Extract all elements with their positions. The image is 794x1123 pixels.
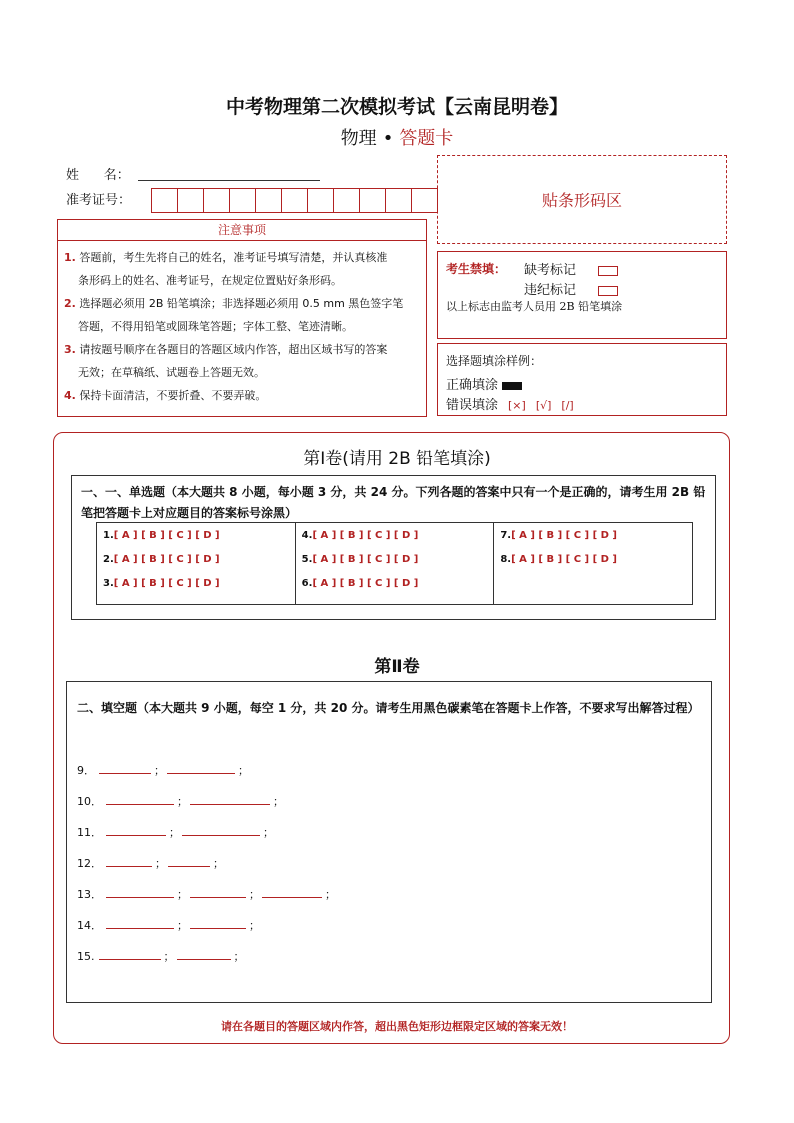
- answer-blank[interactable]: [106, 794, 174, 805]
- blank-separator: ；: [154, 764, 165, 777]
- exam-id-digit-box[interactable]: [307, 188, 334, 213]
- fill-blank-row: [77, 855, 226, 871]
- mc-column: [97, 523, 296, 604]
- answer-blank[interactable]: [106, 887, 174, 898]
- violation-mark: 违纪标记: [524, 279, 618, 298]
- fill-blank-row: [77, 762, 251, 778]
- subject-label: 物理: [340, 128, 377, 149]
- blank-separator: ；: [213, 857, 224, 870]
- blank-separator: ；: [249, 919, 260, 932]
- mc-column: [296, 523, 495, 604]
- page-subtitle: [0, 124, 794, 150]
- footer-note: 请在各题目的答题区域内作答，超出黑色矩形边框限定区域的答案无效！: [221, 1020, 573, 1033]
- blank-separator: ；: [177, 888, 188, 901]
- card-label: 答题卡: [399, 128, 454, 149]
- fill-blank-row: [77, 948, 247, 964]
- blank-separator: ；: [238, 764, 249, 777]
- question-number: 11．: [77, 826, 102, 839]
- name-label: 姓 名：: [66, 168, 130, 183]
- answer-blank[interactable]: [190, 918, 246, 929]
- mc-question-row[interactable]: 4.[ A ] [ B ] [ C ] [ D ]: [301, 530, 419, 541]
- wrong-fill: 错误填涂 [×] [√] [/]: [446, 398, 574, 413]
- exam-id-digit-box[interactable]: [151, 188, 178, 213]
- mc-question-row[interactable]: 8.[ A ] [ B ] [ C ] [ D ]: [500, 554, 617, 565]
- exam-id-digit-box[interactable]: [385, 188, 412, 213]
- mc-question-row[interactable]: 2.[ A ] [ B ] [ C ] [ D ]: [103, 554, 220, 565]
- answer-blank[interactable]: [168, 856, 210, 867]
- exam-id-boxes: [151, 188, 437, 213]
- question-number: 10．: [77, 795, 102, 808]
- fill-blank-row: [77, 886, 338, 902]
- fill-sample-box: [437, 343, 727, 416]
- notice-item: 1. 答题前，考生先将自己的姓名，准考证号填写清楚，并认真核准 条形码上的姓名、准考证号，在规定位置贴好条形码。: [64, 251, 388, 287]
- answer-blank[interactable]: [167, 763, 235, 774]
- blank-separator: ；: [155, 857, 166, 870]
- notice-item: 4. 保持卡面清洁，不要折叠、不要弄破。: [64, 389, 267, 402]
- answer-blank[interactable]: [182, 825, 260, 836]
- dot-separator: •: [382, 128, 394, 149]
- exam-id-digit-box[interactable]: [281, 188, 308, 213]
- notice-item: 3. 请按题号顺序在各题目的答题区域内作答，超出区域书写的答案 无效；在草稿纸、试题卷上答题无效。: [64, 343, 388, 379]
- exam-id-digit-box[interactable]: [255, 188, 282, 213]
- question-number: 12．: [77, 857, 102, 870]
- answer-blank[interactable]: [106, 856, 152, 867]
- answer-blank[interactable]: [262, 887, 322, 898]
- blank-separator: ；: [325, 888, 336, 901]
- mc-question-row[interactable]: 7.[ A ] [ B ] [ C ] [ D ]: [500, 530, 617, 541]
- page-title: 中考物理第二次模拟考试【云南昆明卷】: [225, 96, 568, 118]
- exam-id-digit-box[interactable]: [177, 188, 204, 213]
- exam-id-digit-box[interactable]: [203, 188, 230, 213]
- question-number: 13．: [77, 888, 102, 901]
- fill-sample-title: 选择题填涂样例：: [446, 354, 543, 368]
- mc-instruction: 一、一、单选题（本大题共 8 小题，每小题 3 分，共 24 分。下列各题的答案中只有一个是正确的，请考生用 2B 铅笔把答题卡上对应题目的答案标号涂黑）: [81, 485, 706, 520]
- exam-id-digit-box[interactable]: [411, 188, 438, 213]
- answer-blank[interactable]: [177, 949, 231, 960]
- blank-separator: ；: [233, 950, 245, 963]
- blank-separator: ；: [177, 795, 188, 808]
- fill-blank-row: [77, 917, 262, 933]
- fill-blank-row: [77, 824, 276, 840]
- question-number: 9．: [77, 764, 95, 777]
- barcode-area: 贴条形码区: [437, 155, 727, 244]
- mc-question-row[interactable]: 3.[ A ] [ B ] [ C ] [ D ]: [103, 578, 220, 589]
- part1-title: 第Ⅰ卷(请用 2B 铅笔填涂): [303, 449, 491, 469]
- part2-title: 第Ⅱ卷: [374, 657, 420, 677]
- fill-blank-row: [77, 793, 286, 809]
- answer-blank[interactable]: [190, 887, 246, 898]
- blank-separator: ；: [263, 826, 274, 839]
- blank-separator: ；: [249, 888, 260, 901]
- mc-column: [494, 523, 692, 604]
- proctor-marks-label: 考生禁填：: [446, 262, 507, 276]
- exam-id-digit-box[interactable]: [229, 188, 256, 213]
- violation-mark-box[interactable]: [598, 286, 618, 296]
- mc-question-row[interactable]: 6.[ A ] [ B ] [ C ] [ D ]: [301, 578, 419, 589]
- correct-fill: 正确填涂: [446, 374, 522, 393]
- answer-blank[interactable]: [99, 763, 151, 774]
- mc-question-row[interactable]: 1.[ A ] [ B ] [ C ] [ D ]: [103, 530, 220, 541]
- fill-instruction: 二、填空题（本大题共 9 小题，每空 1 分，共 20 分。请考生用黑色碳素笔在答题卡上作答，不要求写出解答过程）: [77, 701, 700, 715]
- proctor-note: 以上标志由监考人员用 2B 铅笔填涂: [446, 300, 623, 313]
- question-number: 15.: [77, 950, 95, 963]
- question-number: 14．: [77, 919, 102, 932]
- blank-separator: ；: [169, 826, 180, 839]
- blank-separator: ；: [163, 950, 175, 963]
- blank-separator: ；: [177, 919, 188, 932]
- filled-mark-icon: [502, 382, 522, 390]
- answer-blank[interactable]: [106, 825, 166, 836]
- answer-blank[interactable]: [190, 794, 270, 805]
- mc-question-row[interactable]: 5.[ A ] [ B ] [ C ] [ D ]: [301, 554, 419, 565]
- mc-answer-grid: [96, 522, 693, 605]
- exam-id-digit-box[interactable]: [333, 188, 360, 213]
- exam-id-label: 准考证号：: [66, 193, 132, 208]
- answer-blank[interactable]: [99, 949, 161, 960]
- notice-list: [57, 240, 427, 417]
- notice-heading: 注意事项: [57, 219, 427, 241]
- blank-separator: ；: [273, 795, 284, 808]
- absent-mark: 缺考标记: [524, 259, 618, 278]
- exam-id-digit-box[interactable]: [359, 188, 386, 213]
- notice-item: 2. 选择题必须用 2B 铅笔填涂；非选择题必须用 0.5 mm 黑色签字笔 答题，不得用铅笔或圆珠笔答题；字体工整、笔迹清晰。: [64, 297, 404, 333]
- name-field[interactable]: [138, 180, 320, 181]
- absent-mark-box[interactable]: [598, 266, 618, 276]
- answer-blank[interactable]: [106, 918, 174, 929]
- proctor-marks-box: [437, 251, 727, 339]
